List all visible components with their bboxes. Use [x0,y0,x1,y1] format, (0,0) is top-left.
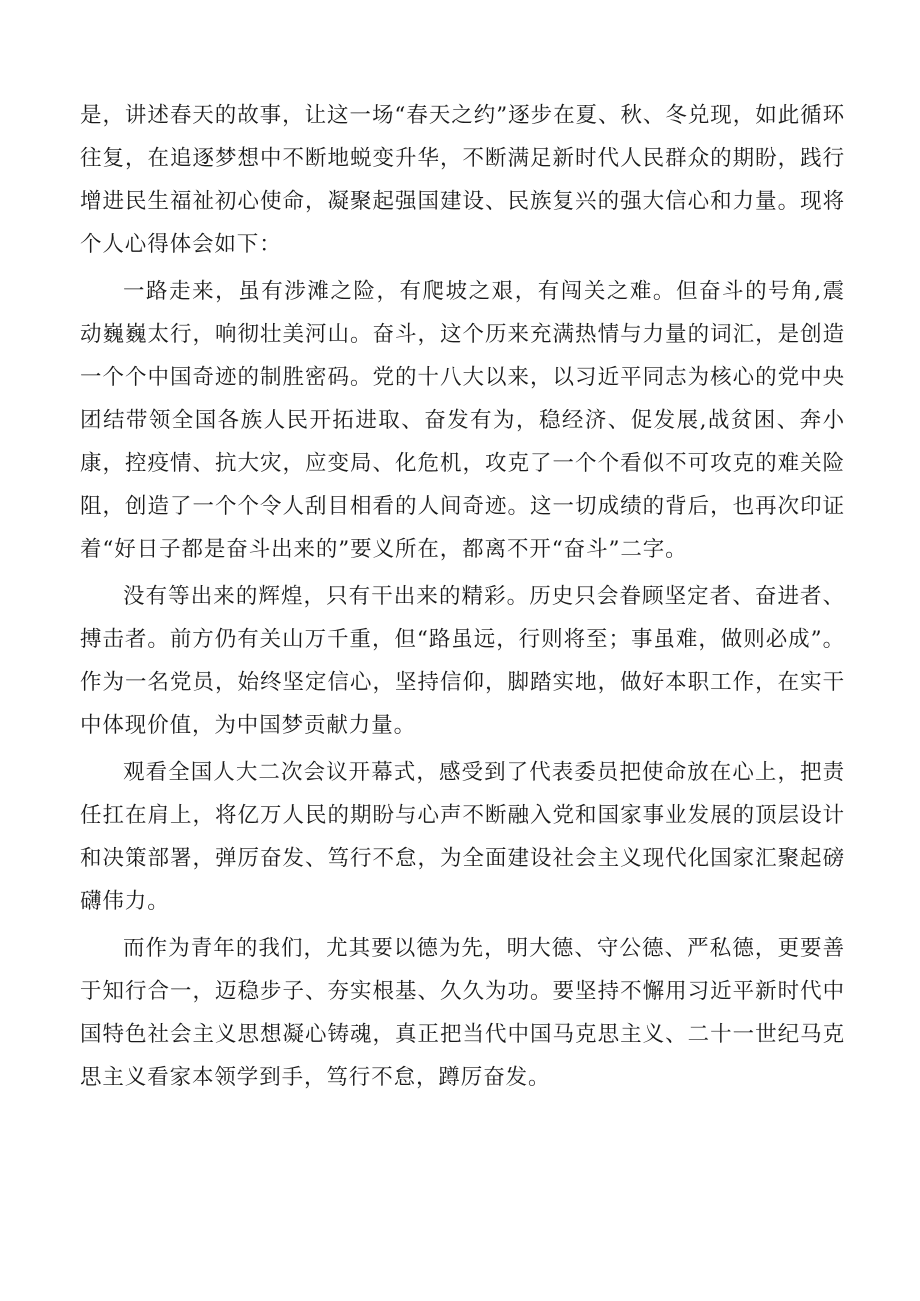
paragraph-npc-session: 观看全国人大二次会议开幕式，感受到了代表委员把使命放在心上，把责任扛在肩上，将亿万人民的期盼与心声不断融入党和国家事业发展的顶层设计和决策部署，弹厉奋发、笃行不怠，为全面建设社会主义现代化国家汇聚起磅礴伟力。 [80,760,845,914]
paragraph-continuation: 是，讲述春天的故事，让这一场“春天之约”逐步在夏、秋、冬兑现，如此循环往复，在追逐梦想中不断地蜕变升华，不断满足新时代人民群众的期盼，践行增进民生福祉初心使命，凝聚起强国建设、民族复兴的强大信心和力量。现将个人心得体会如下： [80,103,845,257]
paragraph-striving: 一路走来，虽有涉滩之险，有爬坡之艰，有闯关之难。但奋斗的号角,震动巍巍太行，响彻壮美河山。奋斗，这个历来充满热情与力量的词汇，是创造一个个中国奇迹的制胜密码。党的十八大以来，以习近平同志为核心的党中央团结带领全国各族人民开拓进取、奋发有为，稳经济、促发展,战贫困、奔小康，控疫情、抗大灾，应变局、化危机，攻克了一个个看似不可攻克的难关险阻，创造了一个个令人刮目相看的人间奇迹。这一切成绩的背后，也再次印证着“好日子都是奋斗出来的”要义所在，都离不开“奋斗”二字。 [80,279,845,562]
paragraph-youth: 而作为青年的我们，尤其要以德为先，明大德、守公德、严私德，更要善于知行合一，迈稳步子、夯实根基、久久为功。要坚持不懈用习近平新时代中国特色社会主义思想凝心铸魂，真正把当代中国马克思主义、二十一世纪马克思主义看家本领学到手，笃行不怠，蹲厉奋发。 [80,936,845,1090]
document-page [80,94,845,1103]
paragraph-hard-work: 没有等出来的辉煌，只有干出来的精彩。历史只会眷顾坚定者、奋进者、搏击者。前方仍有关山万千重，但“路虽远，行则将至；事虽难，做则必成”。作为一名党员，始终坚定信心，坚持信仰，脚踏实地，做好本职工作，在实干中体现价值，为中国梦贡献力量。 [80,584,845,738]
